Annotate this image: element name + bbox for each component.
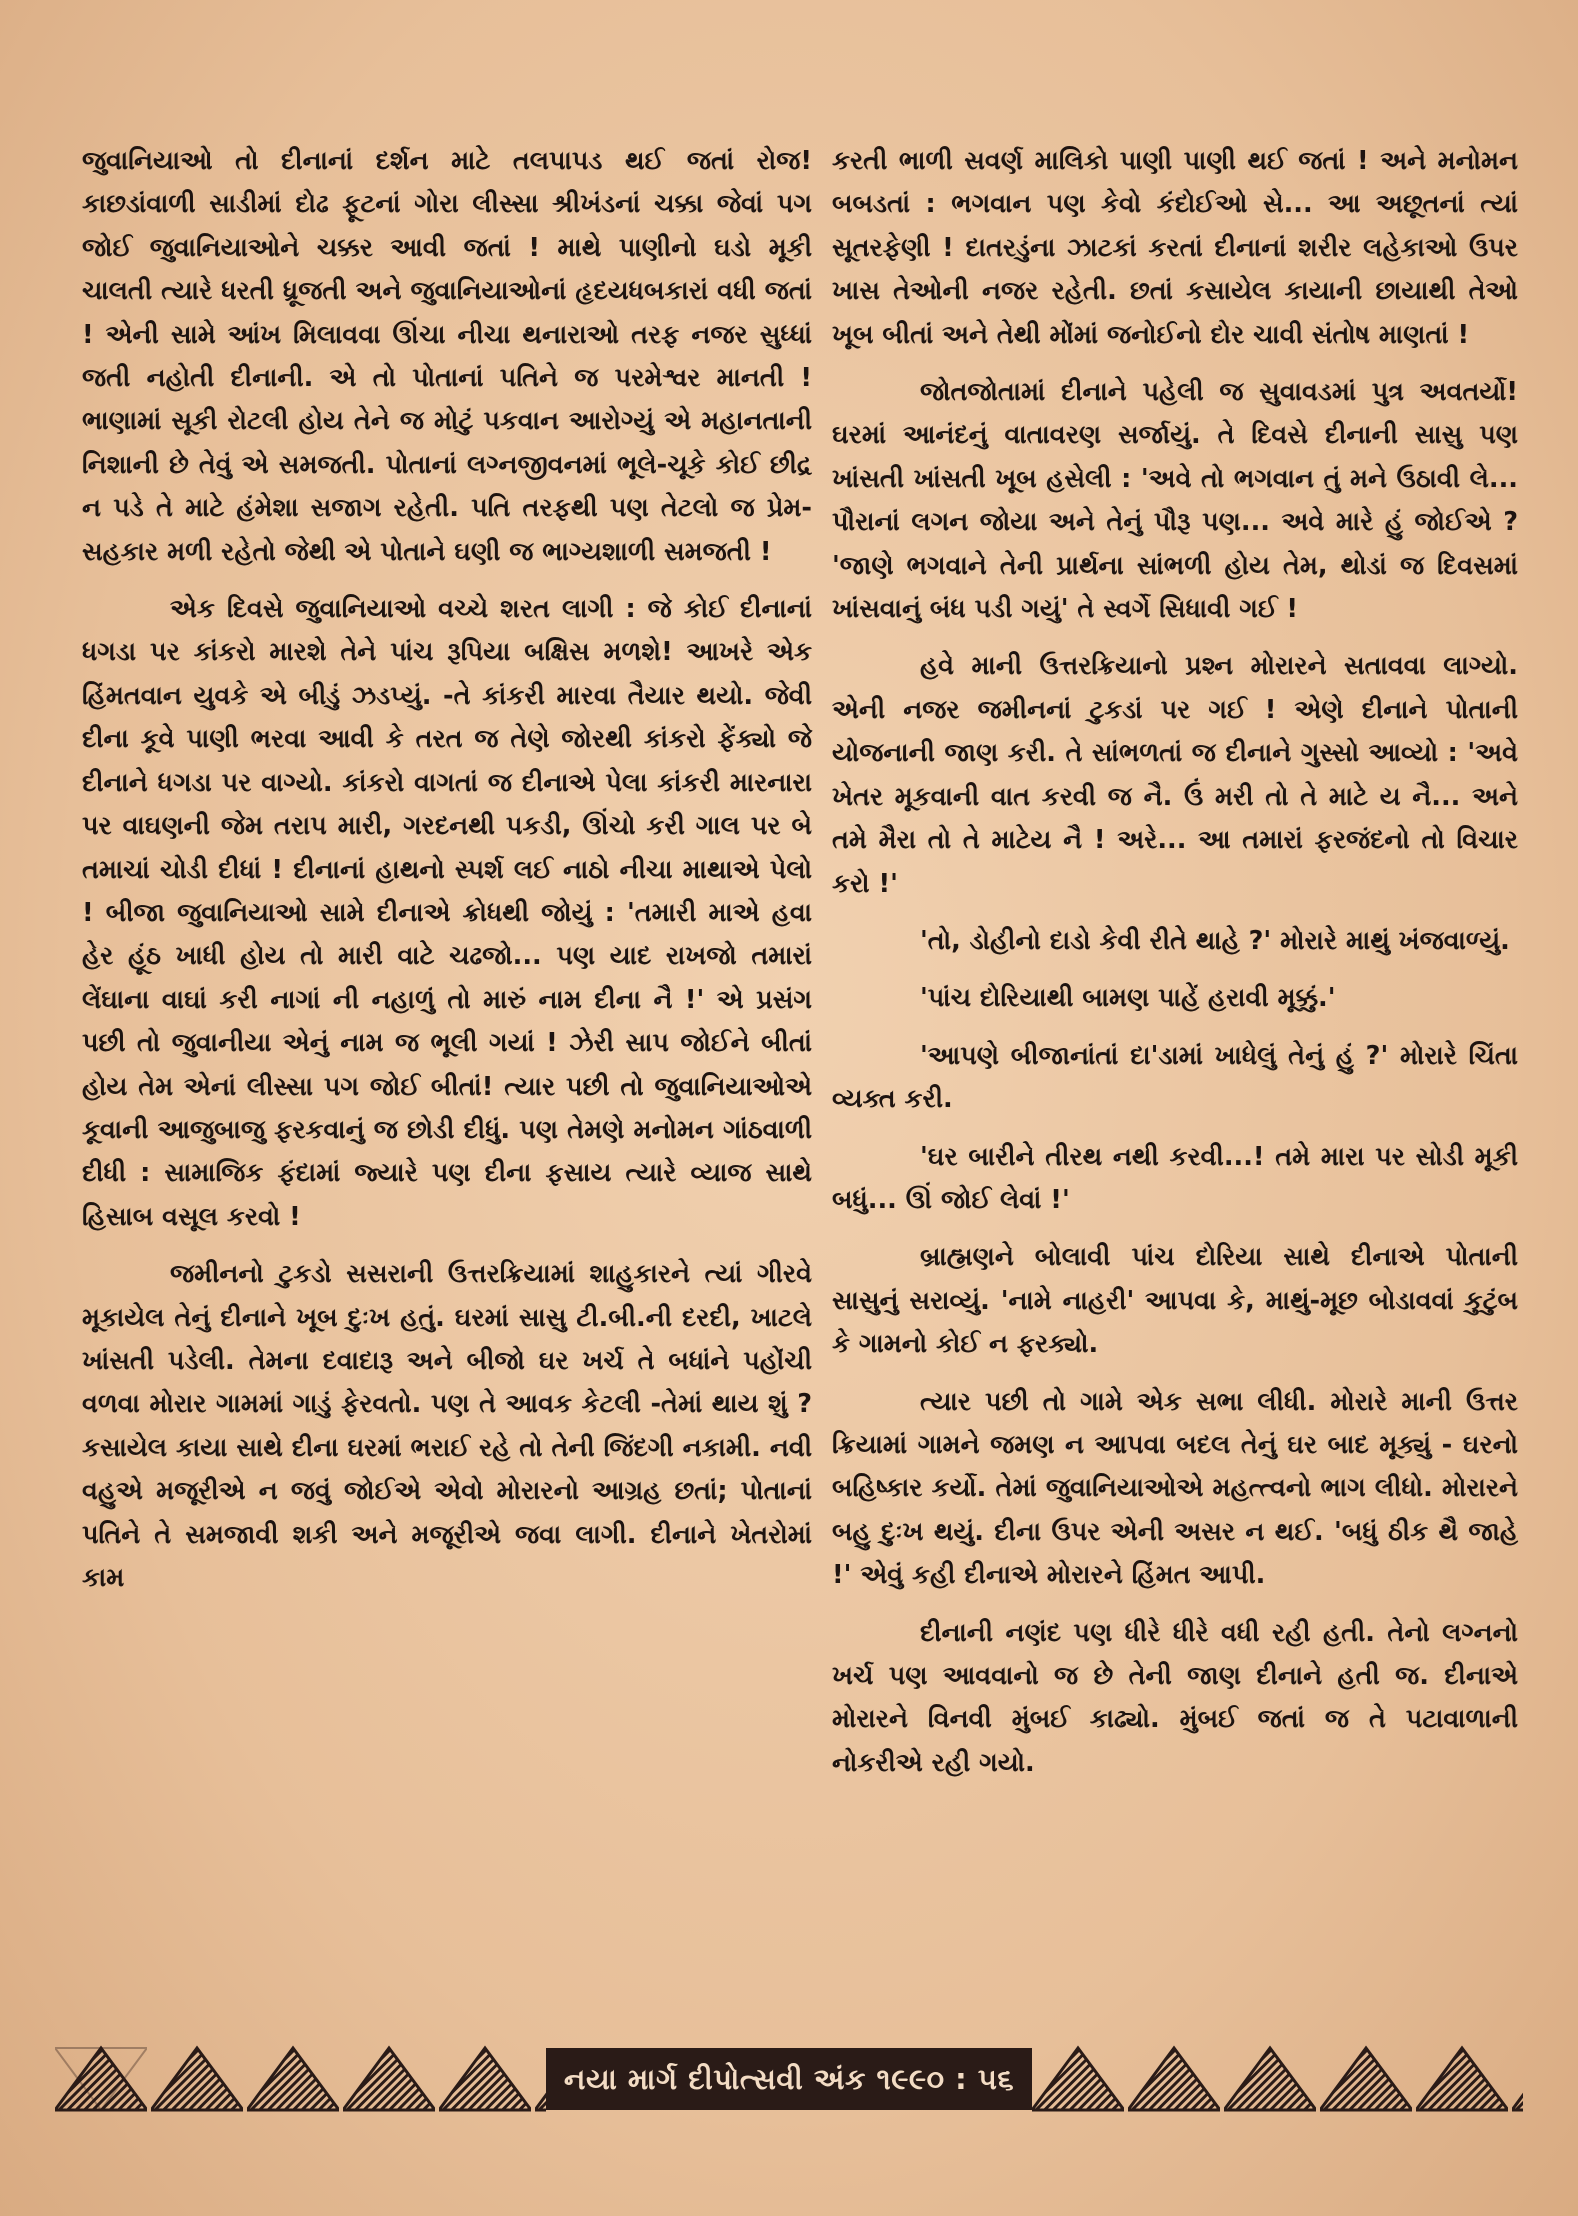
footer-magazine-label: નયા માર્ગ દીપોત્સવી અંક ૧૯૯૦ : ૫૬ bbox=[546, 2048, 1032, 2110]
paragraph: જોતજોતામાં દીનાને પહેલી જ સુવાવડમાં પુત્ર અવતર્યો! ઘરમાં આનંદનું વાતાવરણ સર્જાયું. તે દિવસે દીનાની સાસુ પણ ખાંસતી ખાંસતી ખૂબ હસેલી : 'અવે તો ભગવાન તું મને ઉઠાવી લે... પૌરાનાં લગન જોયા અને તેનું પૌરૂ પણ... અવે મારે હું જોઈએ ? 'જાણે ભગવાને તેની પ્રાર્થના સાંભળી હોય તેમ, થોડાં જ દિવસમાં ખાંસવાનું બંધ પડી ગયું' તે સ્વર્ગે સિધાવી ગઈ ! bbox=[832, 377, 1518, 625]
page-footer bbox=[55, 2040, 1523, 2118]
paragraph: જમીનનો ટુકડો સસરાની ઉત્તરક્રિયામાં શાહુકારને ત્યાં ગીરવે મૂકાયેલ તેનું દીનાને ખૂબ દુઃખ હતું. ઘરમાં સાસુ ટી.બી.ની દરદી, ખાટલે ખાંસતી પડેલી. તેમના દવાદારૂ અને બીજો ઘર ખર્ચ તે બધાંને પહોંચી વળવા મોરાર ગામમાં ગાડું ફેરવતો. પણ તે આવક કેટલી -તેમાં થાય શું ? કસાયેલ કાયા સાથે દીના ઘરમાં ભરાઈ રહે તો તેની જિંદગી નકામી. નવી વહુએ મજૂરીએ ન જવું જોઈએ એવો મોરારનો આગ્રહ છતાં; પોતાનાં પતિને તે સમજાવી શકી અને મજૂરીએ જવા લાગી. દીનાને ખેતરોમાં કામ bbox=[82, 1259, 812, 1593]
triangle-ornament-icon bbox=[1512, 2044, 1523, 2114]
triangle-ornament-icon bbox=[1032, 2044, 1124, 2114]
triangle-ornament-icon bbox=[55, 2044, 147, 2114]
footer-ornament-left bbox=[55, 2040, 546, 2118]
paragraph: હવે માની ઉત્તરક્રિયાનો પ્રશ્ન મોરારને સતાવવા લાગ્યો. એની નજર જમીનનાં ટુકડાં પર ગઈ ! એણે દીનાને પોતાની યોજનાની જાણ કરી. તે સાંભળતાં જ દીનાને ગુસ્સો આવ્યો : 'અવે ખેતર મૂકવાની વાત કરવી જ નૈ. ઉં મરી તો તે માટે ય નૈ... અને તમે મૈરા તો તે માટેય નૈ ! અરે... આ તમારાં ફરજંદનો તો વિચાર કરો !' bbox=[832, 651, 1518, 899]
triangle-ornament-icon bbox=[1320, 2044, 1412, 2114]
paragraph: દીનાની નણંદ પણ ધીરે ધીરે વધી રહી હતી. તેનો લગ્નનો ખર્ચ પણ આવવાનો જ છે તેની જાણ દીનાને હતી જ. દીનાએ મોરારને વિનવી મુંબઈ કાઢ્યો. મુંબઈ જતાં જ તે પટાવાળાની નોકરીએ રહી ગયો. bbox=[832, 1617, 1518, 1778]
paragraph: કરતી ભાળી સવર્ણ માલિકો પાણી પાણી થઈ જતાં ! અને મનોમન બબડતાં : ભગવાન પણ કેવો કંદોઈઓ સે... આ અછૂતનાં ત્યાં સૂતરફેણી ! દાતરડુંના ઝાટકાં કરતાં દીનાનાં શરીર લહેકાઓ ઉપર ખાસ તેઓની નજર રહેતી. છતાં કસાયેલ કાયાની છાયાથી તેઓ ખૂબ બીતાં અને તેથી મોંમાં જનોઈનો દોર ચાવી સંતોષ માણતાં ! bbox=[832, 146, 1518, 350]
dialogue-line: 'ઘર બારીને તીરથ નથી કરવી...! તમે મારા પર સોડી મૂકી બધું... ઊં જોઈ લેવાં !' bbox=[832, 1141, 1518, 1215]
triangle-ornament-icon bbox=[439, 2044, 531, 2114]
triangle-ornament-icon bbox=[247, 2044, 339, 2114]
article-left-column bbox=[82, 140, 812, 1614]
triangle-ornament-icon bbox=[151, 2044, 243, 2114]
dialogue-line: 'પાંચ દોરિયાથી બામણ પાહેં હરાવી મૂક્કું.' bbox=[920, 983, 1336, 1014]
dialogue-line: 'આપણે બીજાનાંતાં દા'ડામાં ખાધેલું તેનું હું ?' મોરારે ચિંતા વ્યક્ત કરી. bbox=[832, 1040, 1518, 1115]
dialogue-line: 'તો, ડોહીનો દાડો કેવી રીતે થાહે ?' મોરારે માથું ખંજવાળ્યું. bbox=[920, 925, 1510, 956]
triangle-ornament-icon bbox=[535, 2044, 546, 2114]
paragraph: એક દિવસે જુવાનિયાઓ વચ્ચે શરત લાગી : જે કોઈ દીનાનાં ધગડા પર કાંકરો મારશે તેને પાંચ રૂપિયા બક્ષિસ મળશે! આખરે એક હિંમતવાન યુવકે એ બીડું ઝડપ્યું. -તે કાંકરી મારવા તૈયાર થયો. જેવી દીના કૂવે પાણી ભરવા આવી કે તરત જ તેણે જોરથી કાંકરો ફેંક્યો જે દીનાને ધગડા પર વાગ્યો. કાંકરો વાગતાં જ દીનાએ પેલા કાંકરી મારનારા પર વાઘણની જેમ તરાપ મારી, ગરદનથી પકડી, ઊંચો કરી ગાલ પર બે તમાચાં ચોડી દીધાં ! દીનાનાં હાથનો સ્પર્શ લઈ નાઠો નીચા માથાએ પેલો ! બીજા જુવાનિયાઓ સામે દીનાએ ક્રોધથી જોયું : 'તમારી માએ હવા હેર હૂંઠ ખાધી હોય તો મારી વાટે ચઢજો... પણ યાદ રાખજો તમારાં લેંઘાના વાઘાં કરી નાગાં ની નહાળું તો મારું નામ દીના નૈ !' એ પ્રસંગ પછી તો જુવાનીયા એનું નામ જ ભૂલી ગયાં ! ઝેરી સાપ જોઈને બીતાં હોય તેમ એનાં લીસ્સા પગ જોઈ બીતાં! ત્યાર પછી તો જુવાનિયાઓએ કૂવાની આજુબાજુ ફરકવાનું જ છોડી દીધું. પણ તેમણે મનોમન ગાંઠવાળી દીધી : સામાજિક ફંદામાં જ્યારે પણ દીના ફસાય ત્યારે વ્યાજ સાથે હિસાબ વસૂલ કરવો ! bbox=[82, 594, 812, 1232]
triangle-ornament-icon bbox=[1224, 2044, 1316, 2114]
triangle-ornament-icon bbox=[343, 2044, 435, 2114]
article-right-column bbox=[832, 140, 1518, 1799]
triangle-ornament-icon bbox=[1128, 2044, 1220, 2114]
paragraph: ત્યાર પછી તો ગામે એક સભા લીધી. મોરારે માની ઉત્તર ક્રિયામાં ગામને જમણ ન આપવા બદલ તેનું ઘર બાદ મૂક્યું - ઘરનો બહિષ્કાર કર્યો. તેમાં જુવાનિયાઓએ મહત્ત્વનો ભાગ લીધો. મોરારને બહુ દુઃખ થયું. દીના ઉપર એની અસર ન થઈ. 'બધું ઠીક થૈ જાહે !' એવું કહી દીનાએ મોરારને હિંમત આપી. bbox=[832, 1386, 1518, 1591]
footer-ornament-right bbox=[1032, 2040, 1523, 2118]
paragraph: જુવાનિયાઓ તો દીનાનાં દર્શન માટે તલપાપડ થઈ જતાં રોજ! કાછડાંવાળી સાડીમાં દોઢ ફૂટનાં ગોરા લીસ્સા શ્રીખંડનાં ચક્કા જેવાં પગ જોઈ જુવાનિયાઓને ચક્કર આવી જતાં ! માથે પાણીનો ઘડો મૂકી ચાલતી ત્યારે ધરતી ધ્રૂજતી અને જુવાનિયાઓનાં હૃદયધબકારાં વધી જતાં ! એની સામે આંખ મિલાવવા ઊંચા નીચા થનારાઓ તરફ નજર સુધ્ધાં જતી નહોતી દીનાની. એ તો પોતાનાં પતિને જ પરમેશ્વર માનતી ! ભાણામાં સૂકી રોટલી હોય તેને જ મોટું પકવાન આરોગ્યું એ મહાનતાની નિશાની છે તેવું એ સમજતી. પોતાનાં લગ્નજીવનમાં ભૂલે-ચૂકે કોઈ છીદ્ર ન પડે તે માટે હંમેશા સજાગ રહેતી. પતિ તરફથી પણ તેટલો જ પ્રેમ-સહકાર મળી રહેતો જેથી એ પોતાને ઘણી જ ભાગ્યશાળી સમજતી ! bbox=[82, 146, 812, 567]
triangle-ornament-icon bbox=[1416, 2044, 1508, 2114]
paragraph: બ્રાહ્મણને બોલાવી પાંચ દોરિયા સાથે દીનાએ પોતાની સાસુનું સરાવ્યું. 'નામે નાહરી' આપવા કે, માથું-મૂછ બોડાવવાં કુટુંબ કે ગામનો કોઈ ન ફરક્યો. bbox=[832, 1242, 1518, 1360]
